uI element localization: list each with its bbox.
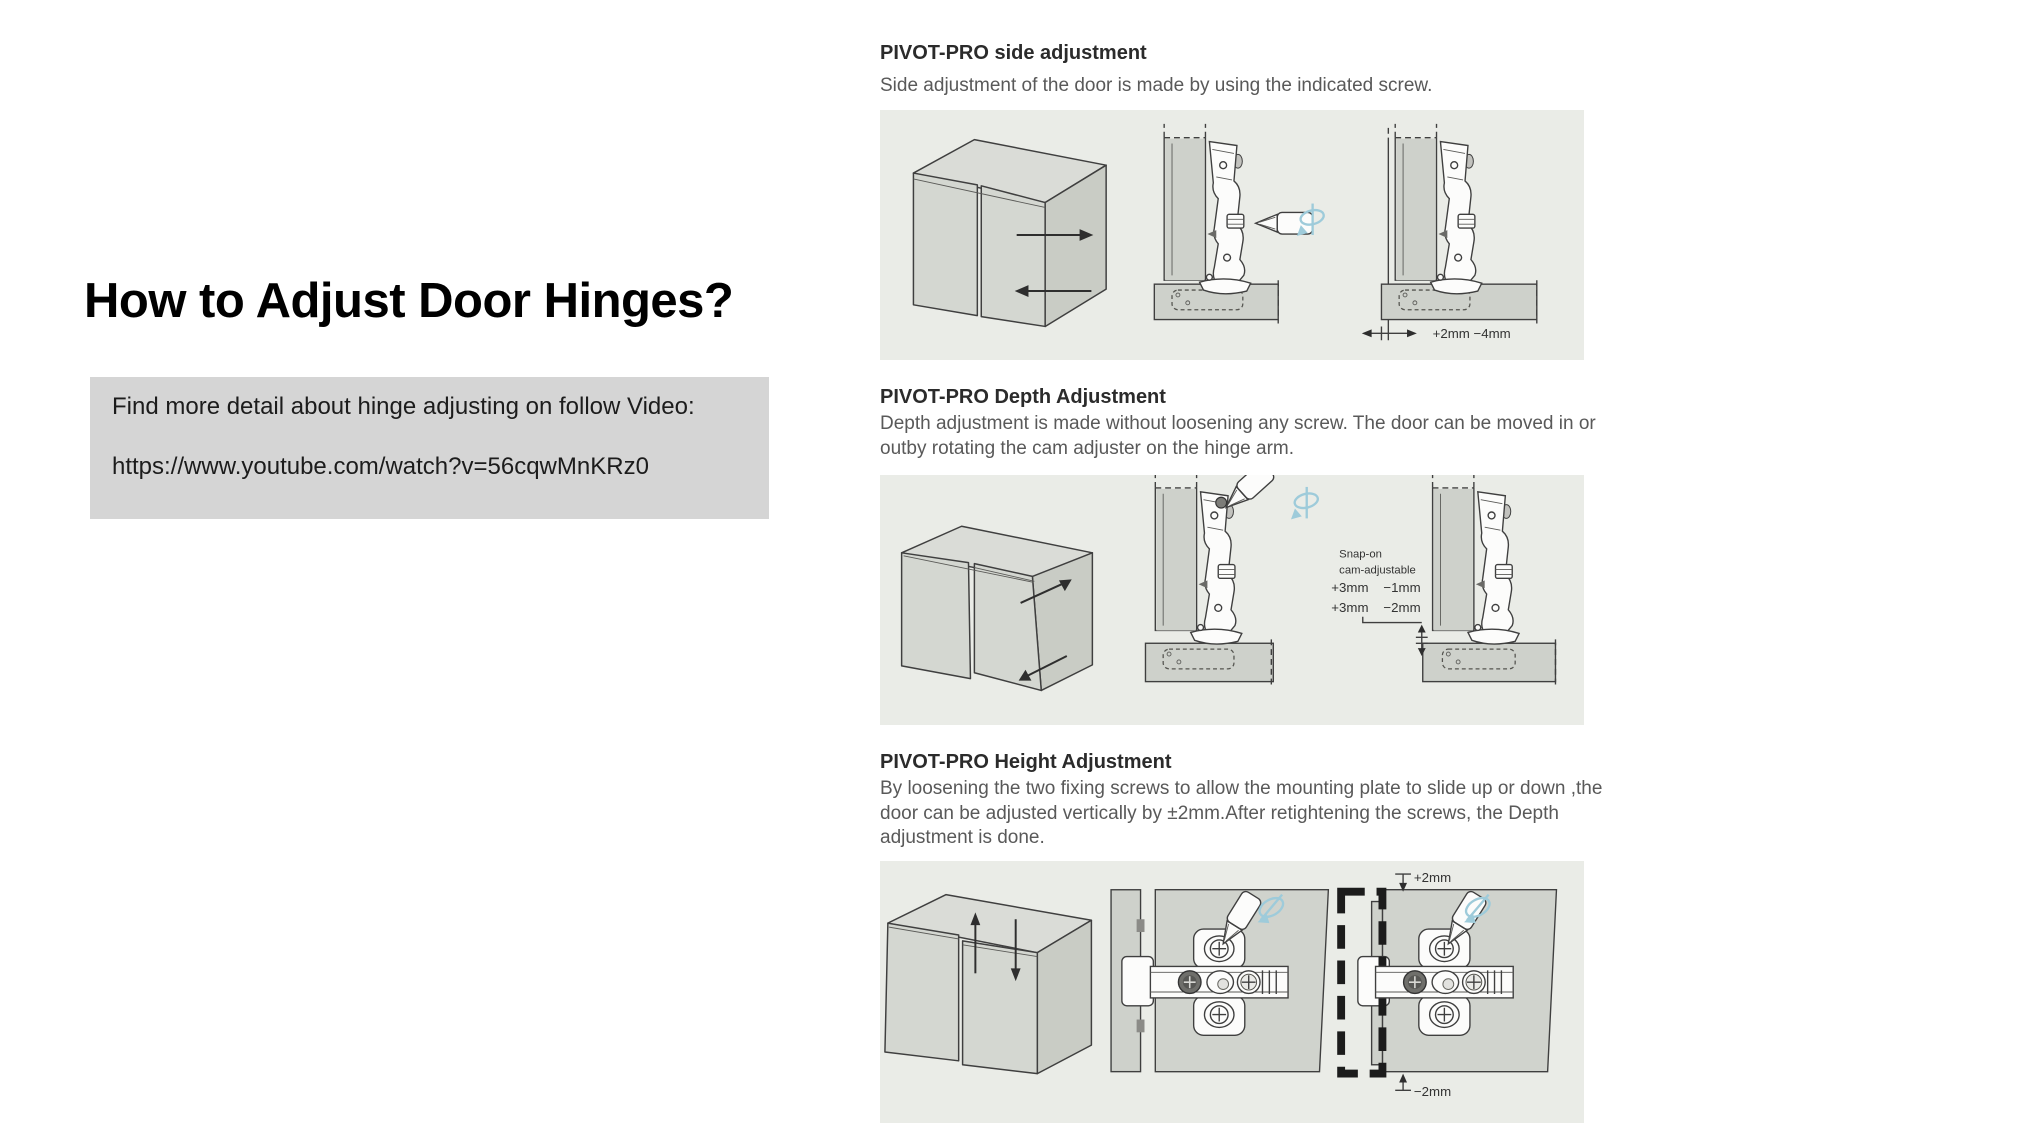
svg-text:cam-adjustable: cam-adjustable [1339,564,1416,577]
cabinet-illustration [885,895,1091,1074]
rotation-arrow-icon [1291,487,1319,519]
section-body-height-adjustment: By loosening the two fixing screws to allow the mounting plate to slide up or down ,the door can be adjusted vertically by ±2mm.After retightening the screws, the Depth adjustment is done. [880,778,1603,848]
hinge-cross-section-with-screwdriver [1145,475,1319,685]
hinge-cross-section-with-dimension [1362,124,1537,341]
section-heading-side-adjustment: PIVOT-PRO side adjustment [880,42,1147,64]
svg-text:Snap-on: Snap-on [1339,548,1382,561]
svg-text:−1mm: −1mm [1383,580,1421,596]
video-info-box [90,377,769,519]
dimension-label-down: −2mm [1413,1084,1452,1100]
section-body-side-adjustment: Side adjustment of the door is made by using the indicated screw. [880,75,1433,96]
height-dimension-bottom [1395,1074,1451,1100]
dimension-label-side-range: +2mm −4mm [1432,326,1511,342]
section-heading-depth-adjustment: PIVOT-PRO Depth Adjustment [880,386,1166,408]
video-url-link[interactable]: https://www.youtube.com/watch?v=56cqwMnKRz0 [112,453,649,480]
section-body-depth-adjustment: Depth adjustment is made without loosening any screw. The door can be moved in or outby rotating the cam adjuster on the hinge arm. [880,413,1596,459]
cam-adjustable-annotation [1331,549,1421,623]
diagram-panel-depth-adjustment [880,475,1584,725]
height-dimension-top [1395,870,1451,892]
dimension-label-up: +2mm [1413,869,1452,885]
svg-text:+3mm: +3mm [1331,599,1369,615]
hinge-cross-section [1395,124,1482,294]
hinge-cross-section-with-screwdriver [1154,124,1325,324]
diagram-panel-height-adjustment [880,861,1584,1123]
mounting-plate-view [1111,890,1328,1072]
video-intro-text: Find more detail about hinge adjusting on follow Video: [112,393,695,420]
hinge-cross-section-with-dimension [1416,475,1556,685]
diagram-panel-side-adjustment [880,110,1584,360]
section-heading-height-adjustment: PIVOT-PRO Height Adjustment [880,751,1172,773]
mounting-plate-slot-view [1341,870,1556,1099]
hinge-cross-section [1164,124,1251,294]
depth-cam-adjuster [1216,497,1227,508]
dimension-marks [1362,326,1417,340]
cabinet-illustration [902,526,1093,690]
hinge-cross-section [1433,475,1520,644]
page-title: How to Adjust Door Hinges? [84,273,734,328]
svg-text:−2mm: −2mm [1383,599,1421,615]
cabinet-illustration [913,140,1106,327]
svg-text:+3mm: +3mm [1331,580,1369,596]
